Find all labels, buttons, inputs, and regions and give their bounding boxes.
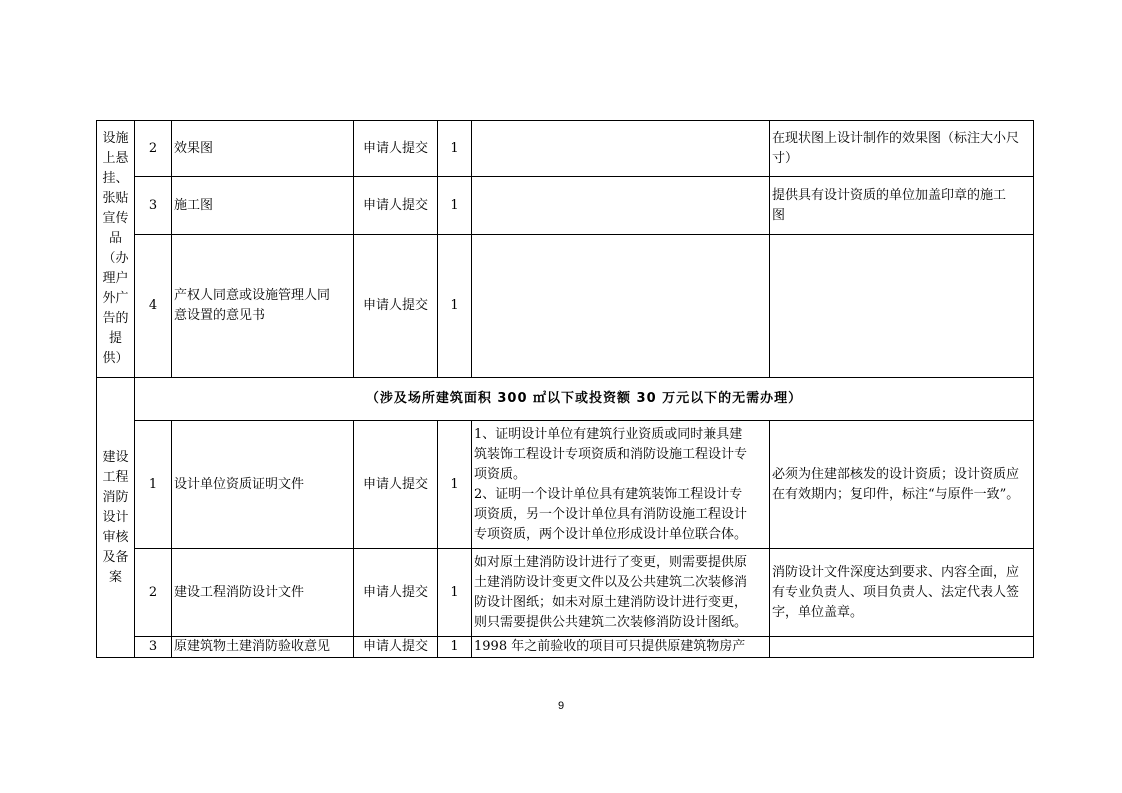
item-remark bbox=[770, 235, 1034, 378]
item-name: 建设工程消防设计文件 bbox=[172, 549, 354, 637]
item-name: 原建筑物土建消防验收意见 bbox=[172, 637, 354, 658]
item-source: 申请人提交 bbox=[354, 177, 438, 235]
table-row bbox=[97, 549, 1034, 637]
item-number: 2 bbox=[135, 549, 172, 637]
table-row bbox=[97, 235, 1034, 378]
item-remark: 在现状图上设计制作的效果图（标注大小尺 寸） bbox=[770, 121, 1034, 177]
item-source: 申请人提交 bbox=[354, 235, 438, 378]
page-number: 9 bbox=[557, 700, 565, 712]
item-name: 产权人同意或设施管理人同 意设置的意见书 bbox=[172, 235, 354, 378]
item-number: 4 bbox=[135, 235, 172, 378]
table-row bbox=[97, 378, 1034, 421]
table-row bbox=[97, 637, 1034, 658]
item-name: 设计单位资质证明文件 bbox=[172, 421, 354, 549]
item-description bbox=[472, 121, 770, 177]
category-cell-fire-design: 建设 工程 消防 设计 审核 及备 案 bbox=[97, 378, 135, 658]
item-quantity: 1 bbox=[438, 421, 472, 549]
item-description: 1998 年之前验收的项目可只提供原建筑物房产 bbox=[472, 637, 770, 658]
item-number: 3 bbox=[135, 177, 172, 235]
category-cell-outdoor-ads: 设施 上悬 挂、 张贴 宣传 品 （办 理户 外广 告的 提 供） bbox=[97, 121, 135, 378]
item-description bbox=[472, 235, 770, 378]
table-row bbox=[97, 177, 1034, 235]
item-number: 3 bbox=[135, 637, 172, 658]
item-source: 申请人提交 bbox=[354, 637, 438, 658]
item-remark: 消防设计文件深度达到要求、内容全面，应 有专业负责人、项目负责人、法定代表人签 字，单位盖章。 bbox=[770, 549, 1034, 637]
item-description: 1、证明设计单位有建筑行业资质或同时兼具建 筑装饰工程设计专项资质和消防设施工程设计专 项资质。 2、证明一个设计单位具有建筑装饰工程设计专 项资质，另一个设计单位具有消防设施工程设计 专项资质，两个设计单位形成设计单位联合体。 bbox=[472, 421, 770, 549]
item-description bbox=[472, 177, 770, 235]
item-name: 效果图 bbox=[172, 121, 354, 177]
materials-table bbox=[96, 120, 1034, 658]
item-remark: 提供具有设计资质的单位加盖印章的施工 图 bbox=[770, 177, 1034, 235]
item-source: 申请人提交 bbox=[354, 121, 438, 177]
item-quantity: 1 bbox=[438, 121, 472, 177]
item-remark: 必须为住建部核发的设计资质；设计资质应 在有效期内；复印件，标注“与原件一致”。 bbox=[770, 421, 1034, 549]
item-quantity: 1 bbox=[438, 177, 472, 235]
item-number: 2 bbox=[135, 121, 172, 177]
section-subheader: （涉及场所建筑面积 300 ㎡以下或投资额 30 万元以下的无需办理） bbox=[135, 378, 1034, 421]
item-quantity: 1 bbox=[438, 549, 472, 637]
table-row bbox=[97, 421, 1034, 549]
item-quantity: 1 bbox=[438, 637, 472, 658]
item-name: 施工图 bbox=[172, 177, 354, 235]
item-source: 申请人提交 bbox=[354, 549, 438, 637]
item-source: 申请人提交 bbox=[354, 421, 438, 549]
item-quantity: 1 bbox=[438, 235, 472, 378]
item-description: 如对原土建消防设计进行了变更，则需要提供原 土建消防设计变更文件以及公共建筑二次装修消 防设计图纸；如未对原土建消防设计进行变更， 则只需要提供公共建筑二次装修消防设计图纸。 bbox=[472, 549, 770, 637]
table-row bbox=[97, 121, 1034, 177]
item-remark bbox=[770, 637, 1034, 658]
item-number: 1 bbox=[135, 421, 172, 549]
